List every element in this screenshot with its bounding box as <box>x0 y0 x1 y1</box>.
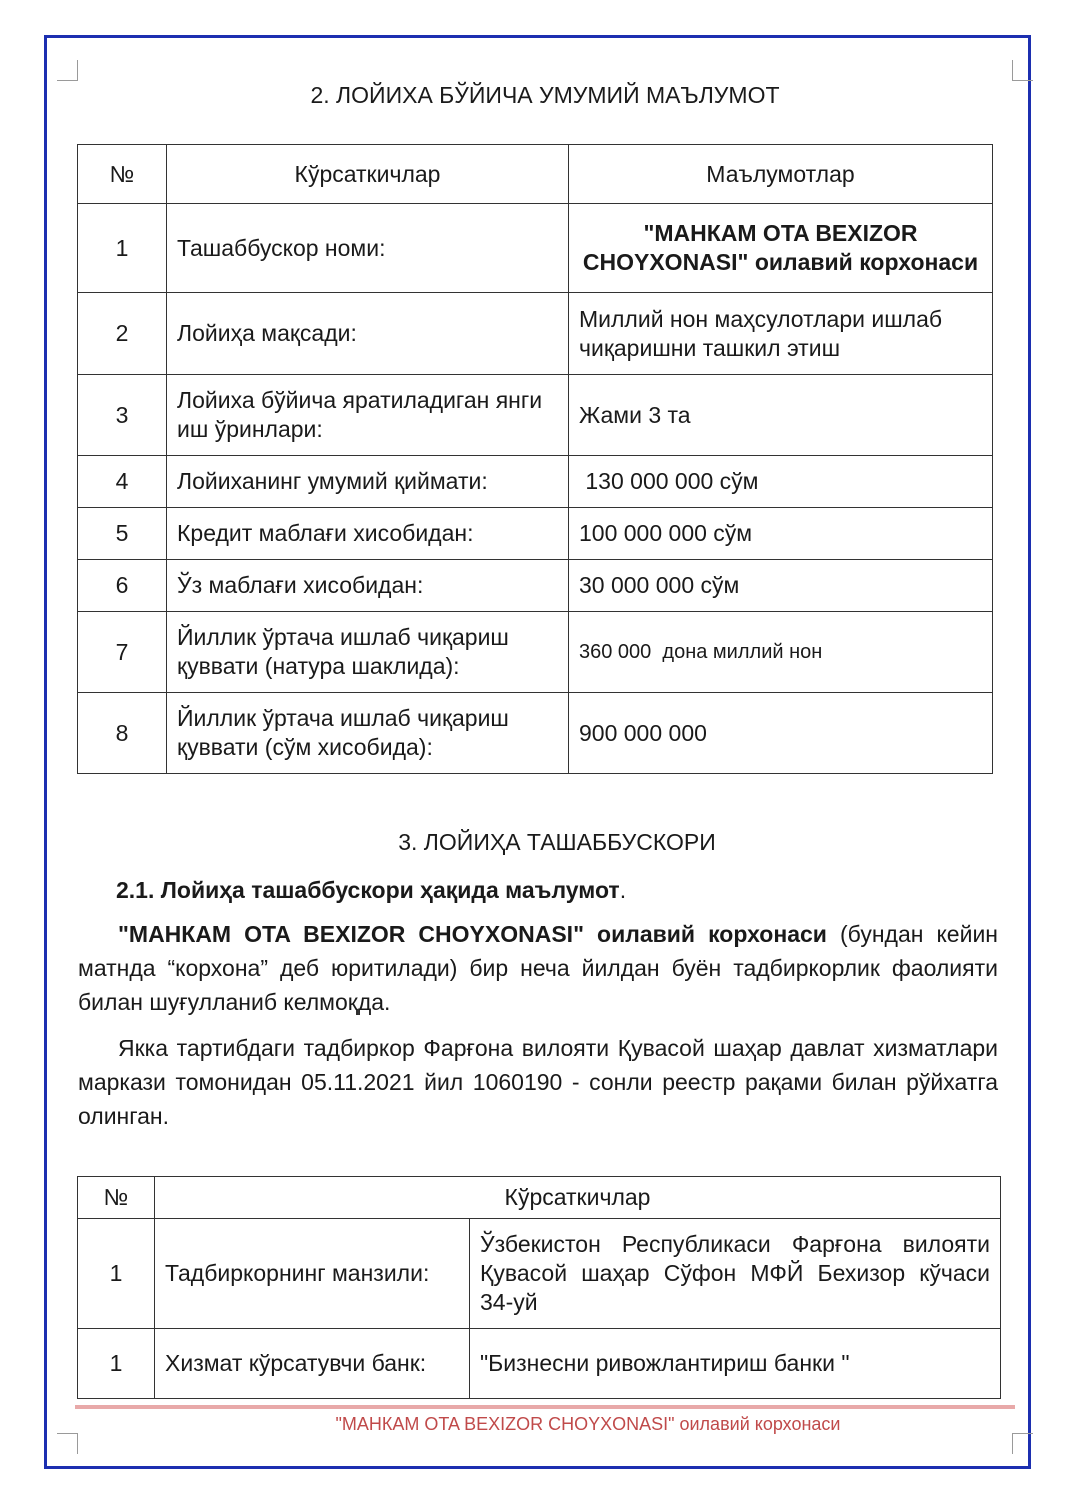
row-label: Лойиҳа мақсади: <box>167 293 569 375</box>
crop-mark-top-right <box>1012 60 1033 81</box>
row-number: 4 <box>78 456 167 508</box>
subsection-title-text: 2.1. Лойиҳа ташаббускори ҳақида маълумот <box>116 877 620 903</box>
subsection-title-dot: . <box>619 877 627 903</box>
subsection-title <box>116 873 1036 907</box>
row-value: Ўзбекистон Республикаси Фарғона вилояти Қувасой шаҳар Сўфон МФЙ Бехизор кўчаси 34-уй <box>470 1219 1001 1329</box>
crop-mark-bottom-right <box>1012 1433 1033 1454</box>
footer-divider <box>75 1405 1015 1409</box>
project-info-table <box>77 144 993 774</box>
row-value: 900 000 000 <box>569 693 993 774</box>
table-row <box>78 375 993 456</box>
row-value: Жами 3 та <box>569 375 993 456</box>
paragraph-enterprise <box>78 917 998 1019</box>
row-number: 3 <box>78 375 167 456</box>
table-row <box>78 1329 1001 1399</box>
row-label: Тадбиркорнинг манзили: <box>155 1219 470 1329</box>
table-row <box>78 508 993 560</box>
row-number: 2 <box>78 293 167 375</box>
row-number: 1 <box>78 204 167 293</box>
row-value: 30 000 000 сўм <box>569 560 993 612</box>
table-row <box>78 693 993 774</box>
table-row <box>78 560 993 612</box>
row-value: 360 000 дона миллий нон <box>569 612 993 693</box>
row-label: Кредит маблағи хисобидан: <box>167 508 569 560</box>
row-label: Ташаббускор номи: <box>167 204 569 293</box>
header-number: № <box>78 1177 155 1219</box>
footer-text: "MАНКAM OTA BEXIZOR CHOYXONASI" оилавий корхонаси <box>335 1414 841 1434</box>
header-indicators: Кўрсаткичлар <box>167 145 569 204</box>
header-data: Маълумотлар <box>569 145 993 204</box>
row-value: Миллий нон маҳсулотлари ишлаб чиқаришни ташкил этиш <box>569 293 993 375</box>
row-number: 5 <box>78 508 167 560</box>
row-label: Йиллик ўртача ишлаб чиқариш қуввати (натура шаклида): <box>167 612 569 693</box>
entrepreneur-table <box>77 1176 1001 1399</box>
row-label: Ўз маблағи хисобидан: <box>167 560 569 612</box>
table-row <box>78 612 993 693</box>
paragraph-enterprise-text: (бундан кейин матнда “корхона” деб юритилади) бир неча йилдан буён тадбиркорлик фаолияти билан шуғулланиб келмоқда. <box>78 921 998 1015</box>
table-row <box>78 456 993 508</box>
section-3-title: 3. ЛОЙИҲА ТАШАББУСКОРИ <box>398 829 716 855</box>
header-number: № <box>78 145 167 204</box>
row-value: 100 000 000 сўм <box>569 508 993 560</box>
row-number: 7 <box>78 612 167 693</box>
header-indicators: Кўрсаткичлар <box>155 1177 1001 1219</box>
table-header-row <box>78 145 993 204</box>
row-label: Лойиханинг умумий қиймати: <box>167 456 569 508</box>
row-label: Йиллик ўртача ишлаб чиқариш қуввати (сўм хисобида): <box>167 693 569 774</box>
row-number: 1 <box>78 1219 155 1329</box>
section-2-title: 2. ЛОЙИХА БЎЙИЧА УМУМИЙ МАЪЛУМОТ <box>310 82 780 108</box>
row-label: Лойиха бўйича яратиладиган янги иш ўринлари: <box>167 375 569 456</box>
row-number: 6 <box>78 560 167 612</box>
table-row <box>78 293 993 375</box>
table-header-row <box>78 1177 1001 1219</box>
row-value: "Бизнесни ривожлантириш банки " <box>470 1329 1001 1399</box>
paragraph-registration: Якка тартибдаги тадбиркор Фарғона вилояти Қувасой шаҳар давлат хизматлари маркази томонидан 05.11.2021 йил 1060190 - сонли реестр рақами билан рўйхатга олинган. <box>78 1035 998 1129</box>
row-value: "MАНКAM OTA BEXIZOR CHOYXONASI" оилавий корхонаси <box>569 204 993 293</box>
row-number: 8 <box>78 693 167 774</box>
crop-mark-top-left <box>57 60 78 81</box>
table-row <box>78 204 993 293</box>
row-number: 1 <box>78 1329 155 1399</box>
row-label: Хизмат кўрсатувчи банк: <box>155 1329 470 1399</box>
crop-mark-bottom-left <box>57 1433 78 1454</box>
row-value: 130 000 000 сўм <box>569 456 993 508</box>
table-row <box>78 1219 1001 1329</box>
enterprise-name: "MАНКAM OTA BEXIZOR CHOYXONASI" оилавий корхонаси <box>118 921 827 947</box>
